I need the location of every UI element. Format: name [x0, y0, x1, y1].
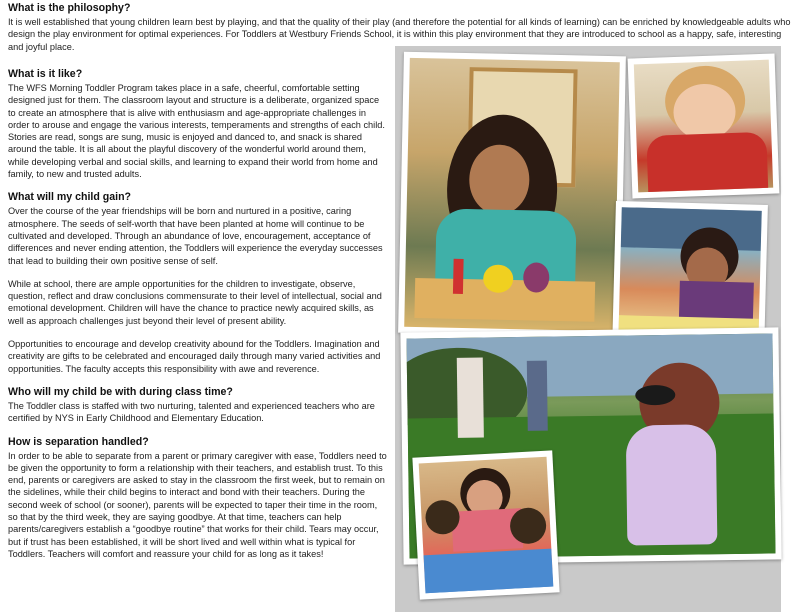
- photo-teacher-with-kids: [412, 450, 559, 599]
- section-heading-separation: How is separation handled?: [8, 435, 149, 448]
- section-child-gain: [8, 191, 388, 375]
- photo-image: [404, 58, 620, 331]
- main-text-column: [8, 66, 388, 571]
- adult-figure-shape-2: [527, 361, 548, 431]
- child-dress-shape: [626, 424, 718, 545]
- section-what-is-it-like: [8, 68, 388, 180]
- toy-peg-red: [453, 259, 464, 294]
- photo-image: [634, 60, 773, 193]
- section-class-time: [8, 386, 388, 425]
- adult-figure-shape: [457, 358, 484, 438]
- paragraph-philosophy: It is well established that young children learn best by playing, and that the quality of their play (and therefore the potential for all kinds of learning) can be enriched by knowledgeable adults who design the play environment for optimal experiences. For Toddlers at Westbury Friends School, it is within this play environment that they are introduced to school as a happy, safe, interesting and joyful place.: [8, 17, 791, 52]
- section-heading-what-is-it-like: What is it like?: [8, 68, 83, 80]
- paragraph-child-gain-2: While at school, there are ample opportunities for the children to investigate, observe, question, reflect and draw conclusions commensurate to their level of intellectual, social and emotional development. Children will have the chance to practice newly acquired skills, as well as approach challenges just beyond their level of present ability.: [8, 278, 382, 326]
- section-heading-philosophy: What is the philosophy?: [8, 2, 131, 14]
- paragraph-class-time: The Toddler class is staffed with two nurturing, talented and experienced teachers who are certified by NYS in Early Childhood and Elementary Education.: [8, 400, 375, 424]
- paragraph-child-gain-1: Over the course of the year friendships will be born and nurtured in a positive, caring atmosphere. The seeds of self-worth that have been planted at home will continue to be cultivated and developed. Through an abundance of love, encouragement, acceptance of differences and never ending attention, the Toddlers will experience the everyday successes that lead to building their own positive sense of self.: [8, 206, 383, 266]
- photo-image: [618, 207, 762, 347]
- table-shape: [424, 549, 554, 594]
- photo-girl-stacking-toys: [398, 52, 626, 338]
- child-head-right: [509, 507, 547, 545]
- paragraph-child-gain-3: Opportunities to encourage and develop creativity abound for the Toddlers. Imagination and creativity are gifts to be celebrated and encouraged daily through many varied activities and opportunities. The faculty accepts this responsibility with awe and reverence.: [8, 339, 381, 374]
- photo-toddler-blond: [628, 53, 780, 198]
- section-heading-class-time: Who will my child be with during class time?: [8, 385, 233, 398]
- section-separation: [8, 436, 388, 561]
- photo-image: [419, 457, 554, 594]
- paragraph-what-is-it-like: The WFS Morning Toddler Program takes place in a safe, cheerful, comfortable setting designed just for them. The classroom layout and structure is a deliberate, organized space to create an atmosphere that is alive with enthusiasm and age-appropriate challenges in order to arouse and engage the various interests, temperaments and strengths of each child. Stories are read, songs are sung, music is enjoyed and danced to, and snack is shared around the table. It is all about the playful discovery of the wonderful world around them, while developing verbal and social skills, and learning to expand their world from home and family, to new and trusted adults.: [8, 83, 385, 180]
- child-shirt-shape: [646, 132, 768, 193]
- paragraph-separation: In order to be able to separate from a parent or primary caregiver with ease, Toddlers need to be given the opportunity to form a relationship with their teachers, and establish trust. To this end, parents or caregivers are asked to stay in the classroom the first week, but to remain on the sidelines, while their child begins to interact and bond with their teachers. During the second week of school (or sooner), parents will be expected to taper their time in the room, so that by the third week, they are saying goodbye. At that time, teachers can help parents/caregivers establish a “goodbye routine” that works for their child. Tears may occur, but if trust has been established, it will be short lived and well within what is typical for Toddlers. Teachers will comfort and reassure your child for as long as it takes!: [8, 450, 387, 559]
- section-heading-child-gain: What will my child gain?: [8, 191, 132, 204]
